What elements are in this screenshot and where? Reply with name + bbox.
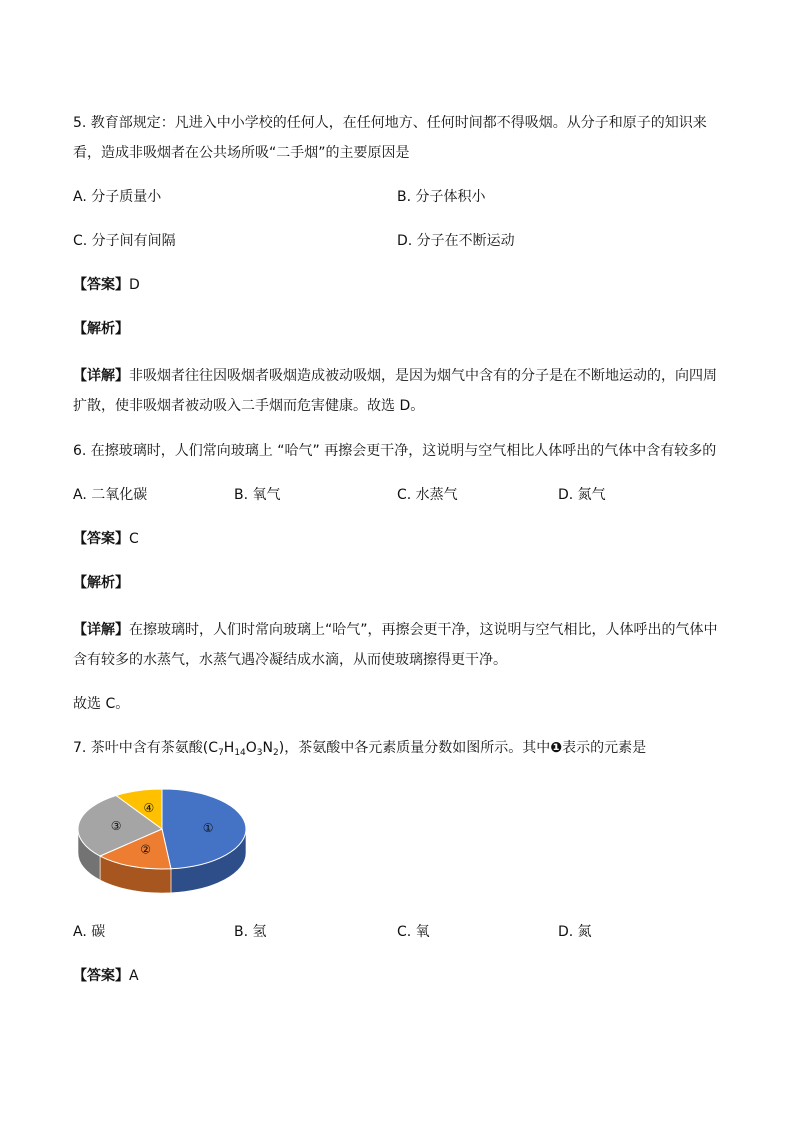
q5-detail-line2: 扩散，使非吸烟者被动吸入二手烟而危害健康。故选 D。 (73, 398, 425, 414)
q7-formula-o: O (245, 740, 257, 756)
q6-answer (73, 529, 139, 549)
q7-stem-prefix: 7. 茶叶中含有茶氨酸(C (73, 740, 219, 756)
q7-answer (73, 966, 139, 986)
q7-option-a: A. 碳 (73, 924, 106, 940)
q7-answer-value: A (129, 968, 139, 984)
q5-stem-line2: 看，造成非吸烟者在公共场所吸“二手烟”的主要原因是 (73, 145, 410, 161)
q7-stem (73, 738, 646, 763)
q7-option-b: B. 氢 (234, 924, 267, 940)
q6-option-a: A. 二氧化碳 (73, 487, 148, 503)
q6-analysis (73, 573, 129, 593)
q6-answer-value: C (129, 531, 139, 547)
q6-detail-label: 【详解】 (73, 622, 129, 638)
q5-option-a: A. 分子质量小 (73, 189, 162, 205)
q5-detail-line1 (73, 366, 717, 386)
q7-stem-suffix-b: 表示的元素是 (562, 740, 647, 756)
q6-option-c: C. 水蒸气 (397, 487, 458, 503)
q6-answer-label: 【答案】 (73, 531, 129, 547)
pie-label-3: ③ (110, 819, 122, 834)
q7-formula-h-count: 14 (234, 748, 246, 758)
q6-detail-line1 (73, 620, 718, 640)
q7-formula-n: N (262, 740, 274, 756)
q5-answer-label: 【答案】 (73, 277, 129, 293)
q5-detail-label: 【详解】 (73, 368, 129, 384)
q5-option-c: C. 分子间有间隔 (73, 233, 176, 249)
q6-detail-line2: 含有较多的水蒸气，水蒸气遇冷凝结成水滴，从而使玻璃擦得更干净。 (73, 652, 507, 668)
q6-option-d: D. 氮气 (558, 487, 606, 503)
q6-detail-text1: 在擦玻璃时，人们时常向玻璃上“哈气”，再擦会更干净，这说明与空气相比，人体呼出的气体中 (129, 622, 718, 638)
q6-conclusion: 故选 C。 (73, 696, 130, 712)
q5-option-b: B. 分子体积小 (397, 189, 486, 205)
q7-answer-label: 【答案】 (73, 968, 129, 984)
q6-stem-line1: 6. 在擦玻璃时，人们常向玻璃上 “哈气” 再擦会更干净，这说明与空气相比人体呼出的气体中含有较多的 (73, 443, 717, 459)
q5-analysis (73, 319, 129, 339)
q7-formula-c-count: 7 (218, 748, 224, 758)
q7-option-d: D. 氮 (558, 924, 592, 940)
pie-label-2: ② (140, 842, 152, 857)
pie-label-4: ④ (143, 800, 155, 815)
q5-answer (73, 275, 140, 295)
q5-detail-text1: 非吸烟者往往因吸烟者吸烟造成被动吸烟，是因为烟气中含有的分子是在不断地运动的，向四周 (129, 368, 717, 384)
q7-stem-suffix-a: )，茶氨酸中各元素质量分数如图所示。其中 (278, 740, 551, 756)
q7-formula-o-count: 3 (256, 748, 263, 758)
q5-answer-value: D (129, 277, 140, 293)
q7-formula-n-count: 2 (273, 748, 279, 758)
q5-option-d: D. 分子在不断运动 (397, 233, 515, 249)
q6-analysis-label: 【解析】 (73, 575, 129, 591)
pie-label-1: ① (202, 820, 214, 835)
q7-option-c: C. 氧 (397, 924, 430, 940)
element-mass-fraction-pie-chart (70, 782, 260, 897)
q7-formula-h: H (223, 740, 235, 756)
q5-analysis-label: 【解析】 (73, 321, 129, 337)
q6-option-b: B. 氧气 (234, 487, 281, 503)
q7-marker: ❶ (550, 740, 563, 756)
q5-stem-line1: 5. 教育部规定：凡进入中小学校的任何人，在任何地方、任何时间都不得吸烟。从分子和原子的知识来 (73, 115, 707, 131)
